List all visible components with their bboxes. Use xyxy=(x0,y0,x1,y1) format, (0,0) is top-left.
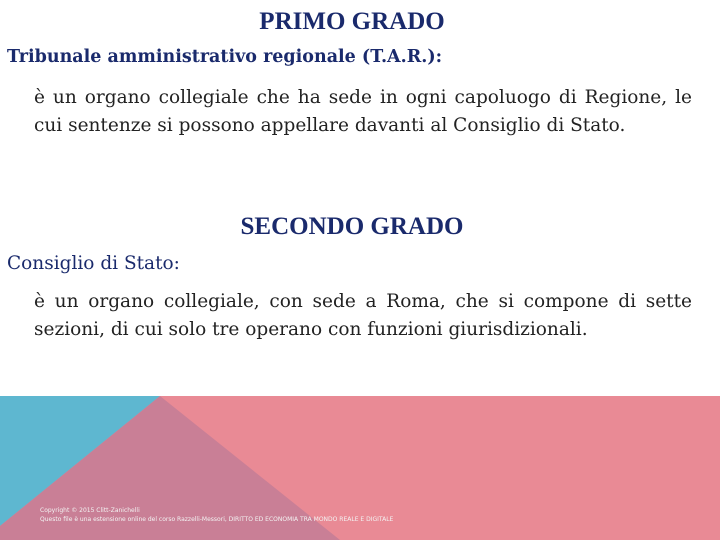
copyright-notice xyxy=(40,506,393,524)
tar-label: Tribunale amministrativo regionale (T.A.R.): xyxy=(7,47,443,67)
consiglio-di-stato-label: Consiglio di Stato: xyxy=(7,253,180,274)
copyright-line-2: Questo file è una estensione online del corso Razzelli-Messori, DIRITTO ED ECONOMIA TRA MONDO REALE E DIGITALE xyxy=(40,516,394,523)
copyright-line-1: Copyright © 2015 Clitt-Zanichelli xyxy=(40,507,140,514)
tar-description: è un organo collegiale che ha sede in ogni capoluogo di Regione, le cui sentenze si possono appellare davanti al Consiglio di Stato. xyxy=(34,87,692,136)
primo-grado-heading: PRIMO GRADO xyxy=(259,8,445,35)
consiglio-di-stato-description: è un organo collegiale, con sede a Roma, che si compone di sette sezioni, di cui solo tre operano con funzioni giurisdizionali. xyxy=(34,291,692,340)
secondo-grado-heading: SECONDO GRADO xyxy=(240,213,464,240)
